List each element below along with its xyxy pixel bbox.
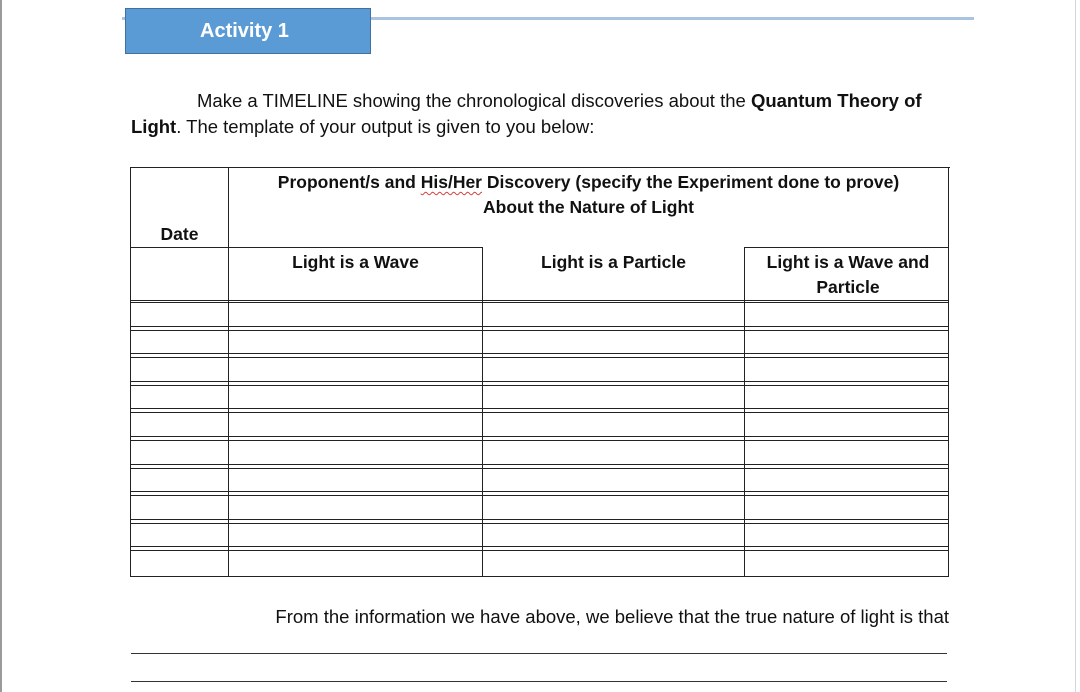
both-top-line [744,247,949,248]
table-right-border [948,167,949,577]
row-divider [131,330,949,331]
row-divider [131,385,949,386]
main-header-line2: About the Nature of Light [483,197,694,217]
conclusion-text: From the information we have above, we believe that the true nature of light is that [275,606,949,627]
table-row[interactable] [131,523,948,547]
instructions-paragraph [131,88,957,140]
page-right-edge [1075,0,1080,692]
table-bottom-border [131,576,949,577]
date-split-line [131,247,229,248]
row-divider [131,464,949,465]
main-header-pre: Proponent/s and [277,172,421,192]
main-header-flagged-word: His/Her [420,172,482,192]
column-header-wave: Light is a Wave [292,252,419,272]
row-divider [131,381,949,382]
table-row[interactable] [131,357,948,381]
table-row[interactable] [131,495,948,519]
row-divider [131,546,949,547]
row-divider [131,468,949,469]
column-header-particle: Light is a Particle [541,252,686,272]
header-bottom-line [131,300,949,301]
table-row[interactable] [131,385,948,409]
row-divider [131,495,949,496]
row-divider [131,550,949,551]
activity-title [125,8,371,54]
row-divider [131,412,949,413]
table-top-border [131,167,950,168]
table-row[interactable] [131,468,948,492]
row-divider [131,491,949,492]
activity-title-label: Activity 1 [200,19,289,42]
row-divider [131,353,949,354]
table-row[interactable] [131,412,948,436]
column-header-wave-and-particle: Light is a Wave and Particle [766,252,930,297]
instructions-lead: Make a TIMELINE showing the chronological discoveries about the [197,90,751,111]
row-divider [131,408,949,409]
table-row[interactable] [131,440,948,464]
wave-top-line [229,247,483,248]
row-divider [131,326,949,327]
row-divider [131,523,949,524]
main-header [229,170,948,220]
page-left-edge [0,0,2,692]
instructions-topic: Quantum Theory of Light [131,90,922,137]
row-divider [131,436,949,437]
row-divider [131,440,949,441]
table-row[interactable] [131,550,948,574]
main-header-post: Discovery (specify the Experiment done to prove) [482,172,900,192]
date-header: Date [160,224,199,244]
row-divider [131,357,949,358]
answer-line[interactable] [131,653,947,654]
row-divider [131,519,949,520]
answer-line[interactable] [131,681,947,682]
table-row[interactable] [131,302,948,326]
table-row[interactable] [131,330,948,354]
row-divider [131,302,949,303]
instructions-tail: . The template of your output is given to you below: [176,116,595,137]
